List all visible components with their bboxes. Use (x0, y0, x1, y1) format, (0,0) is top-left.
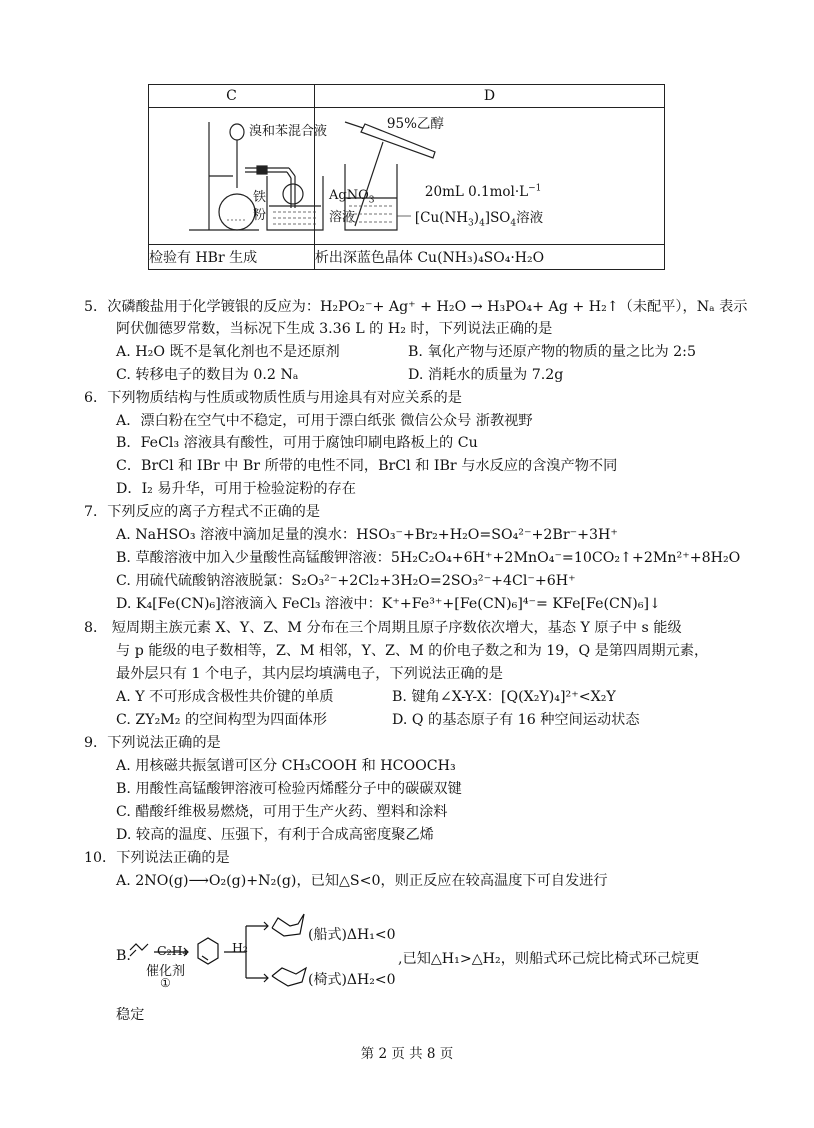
apparatus-d-figure (314, 108, 664, 245)
q9-option-d: D. 较高的温度、压强下，有利于合成高密度聚乙烯 (116, 827, 434, 843)
label-iron-1: 铁 (253, 190, 267, 205)
q10-option-a: A. 2NO(g)⟶O₂(g)+N₂(g)，已知△S<0，则正反应在较高温度下可自发进行 (116, 873, 608, 889)
q7-stem: 7．下列反应的离子方程式不正确的是 (84, 504, 321, 520)
q5-option-d: D. 消耗水的质量为 7.2g (408, 367, 564, 383)
q5-option-a: A. H₂O 既不是氧化剂也不是还原剂 (116, 344, 340, 360)
q6-option-c: C．BrCl 和 IBr 中 Br 所带的电性不同，BrCl 和 IBr 与水反应的含溴产物不同 (116, 458, 618, 474)
q10-option-b-text: ,已知△H₁>△H₂，则船式环己烷比椅式环己烷更 (398, 951, 700, 967)
q6-option-a: A．漂白粉在空气中不稳定，可用于漂白纸张 微信公众号 浙教视野 (116, 413, 533, 429)
q10-boat-form: (船式)ΔH₁<0 (308, 927, 396, 943)
q6-stem: 6．下列物质结构与性质或物质性质与用途具有对应关系的是 (84, 390, 462, 406)
q10-chair-form: (椅式)ΔH₂<0 (308, 972, 396, 988)
label-ethanol: 95%乙醇 (386, 116, 444, 132)
q10-option-b-label: B. (116, 948, 131, 964)
q5-stem-line2: 阿伏伽德罗常数，当标况下生成 3.36 L 的 H₂ 时，下列说法正确的是 (116, 321, 553, 337)
q7-option-c: C. 用硫代硫酸钠溶液脱氯：S₂O₃²⁻+2Cl₂+3H₂O=2SO₃²⁻+4Cl⁻+6H⁺ (116, 573, 576, 589)
q8-option-b: B. 键角∠X-Y-X：[Q(X₂Y)₄]²⁺<X₂Y (392, 689, 616, 705)
q9-option-b: B. 用酸性高锰酸钾溶液可检验丙烯醛分子中的碳碳双键 (116, 781, 462, 797)
q10-h2: H₂ (232, 940, 248, 955)
q8-stem-line1: 8． 短周期主族元素 X、Y、Z、M 分布在三个周期且原子序数依次增大，基态 Y 原子中 s 能级 (84, 620, 682, 636)
caption-d: 析出深蓝色晶体 Cu(NH₃)₄SO₄·H₂O (314, 245, 664, 270)
q7-option-d: D. K₄[Fe(CN)₆]溶液滴入 FeCl₃ 溶液中：K⁺+Fe³⁺+[Fe(CN)₆]⁴⁻= KFe[Fe(CN)₆]↓ (116, 596, 661, 612)
q8-stem-line3: 最外层只有 1 个电子，其内层均填满电子，下列说法正确的是 (116, 666, 503, 682)
q10-stem: 10．下列说法正确的是 (84, 850, 230, 866)
q9-option-a: A. 用核磁共振氢谱可区分 CH₃COOH 和 HCOOCH₃ (116, 758, 456, 774)
label-solution: 溶液 (329, 210, 356, 225)
apparatus-table (148, 84, 665, 270)
page-footer: 第 2 页 共 8 页 (360, 1046, 454, 1062)
q5-option-b: B. 氧化产物与还原产物的物质的量之比为 2:5 (408, 344, 696, 360)
q7-option-a: A. NaHSO₃ 溶液中滴加足量的溴水：HSO₃⁻+Br₂+H₂O=SO₄²⁻+2Br⁻+3H⁺ (116, 527, 618, 543)
q8-option-c: C. ZY₂M₂ 的空间构型为四面体形 (116, 712, 327, 728)
q5-option-c: C. 转移电子的数目为 0.2 Nₐ (116, 367, 299, 383)
q8-stem-line2: 与 p 能级的电子数相等，Z、M 相邻，Y、Z、M 的价电子数之和为 19，Q 是第四周期元素， (116, 643, 709, 659)
label-concentration: 20mL $0.1mol\cdot L^{-1}$ (424, 183, 542, 200)
label-copper-complex: $[Cu(NH_3)_4]SO_4$溶液 (414, 210, 544, 229)
caption-c: 检验有 HBr 生成 (149, 245, 315, 270)
q5-stem-line1: 5．次磷酸盐用于化学镀银的反应为：H₂PO₂⁻+ Ag⁺ + H₂O → H₃PO₄+ Ag + H₂↑（未配平），Nₐ 表示 (84, 299, 748, 315)
label-bromine-benzene: 溴和苯混合液 (249, 124, 328, 139)
header-c: C (149, 85, 315, 108)
q6-option-b: B．FeCl₃ 溶液具有酸性，可用于腐蚀印刷电路板上的 Cu (116, 435, 478, 451)
q10-step-one: ① (160, 976, 171, 990)
label-agno3: AgNO$_3$ (329, 188, 375, 206)
q10-catalyst: 催化剂 (146, 964, 186, 979)
q8-option-d: D. Q 的基态原子有 16 种空间运动状态 (392, 712, 640, 728)
q10-option-b-tail: 稳定 (116, 1007, 145, 1023)
apparatus-c-figure (149, 108, 375, 245)
header-d: D (314, 85, 664, 108)
q8-option-a: A. Y 不可形成含极性共价键的单质 (116, 689, 334, 705)
q9-option-c: C. 醋酸纤维极易燃烧，可用于生产火药、塑料和涂料 (116, 804, 448, 820)
q9-stem: 9．下列说法正确的是 (84, 735, 221, 751)
q10-reagent-c2h4: C₂H₄ (157, 943, 188, 958)
label-iron-2: 粉 (253, 208, 267, 223)
q6-option-d: D．I₂ 易升华，可用于检验淀粉的存在 (116, 481, 356, 497)
q7-option-b: B. 草酸溶液中加入少量酸性高锰酸钾溶液：5H₂C₂O₄+6H⁺+2MnO₄⁻=10CO₂↑+2Mn²⁺+8H₂O (116, 550, 741, 566)
